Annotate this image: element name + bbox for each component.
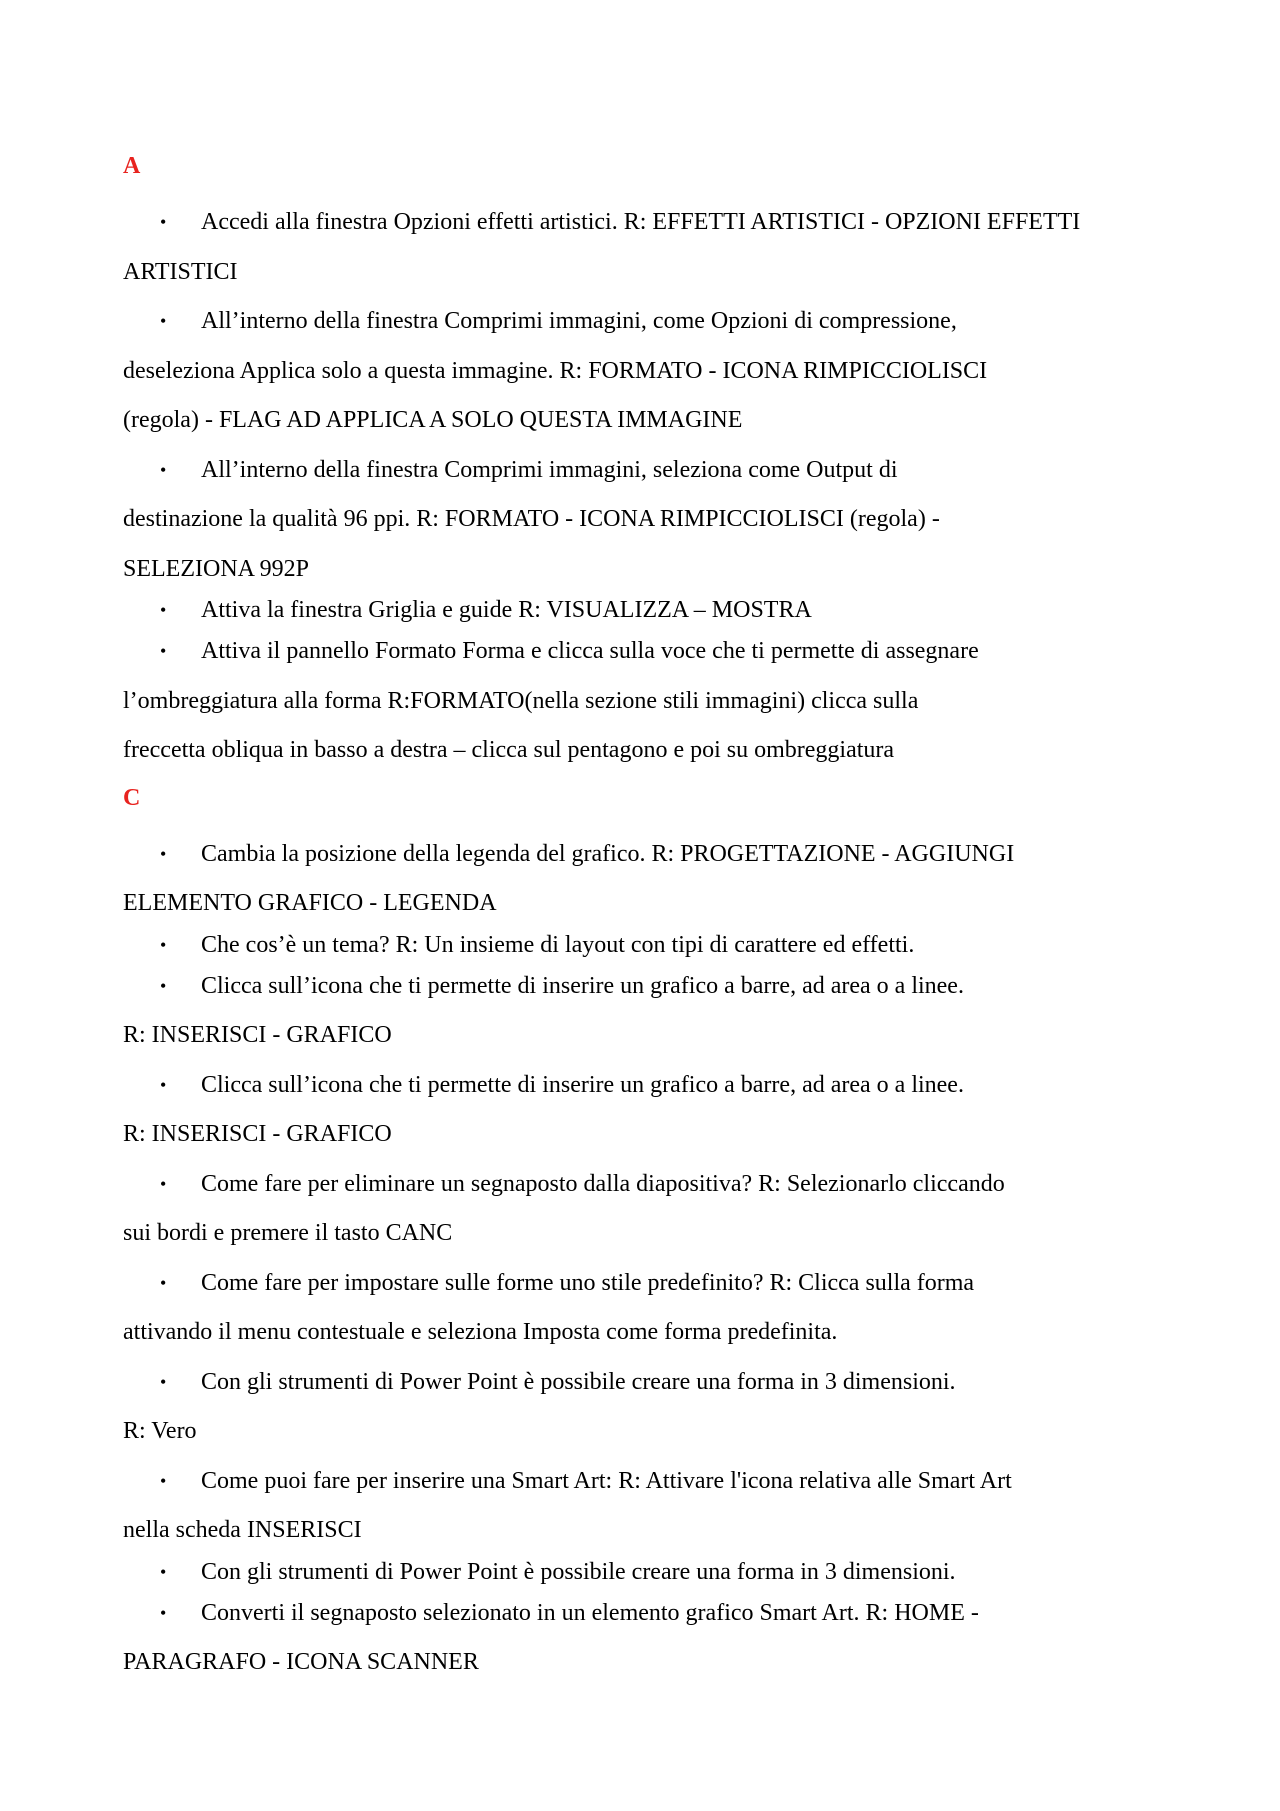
bullet-icon: • bbox=[160, 1371, 167, 1392]
list-item: • Con gli strumenti di Power Point è possibile creare una forma in 3 dimensioni. bbox=[123, 1556, 1180, 1589]
bullet-icon: • bbox=[160, 459, 167, 480]
list-item: • Accedi alla finestra Opzioni effetti artistici. R: EFFETTI ARTISTICI - OPZIONI EFFETTI ARTISTICI bbox=[123, 198, 1180, 297]
list-item: • Attiva la finestra Griglia e guide R: VISUALIZZA – MOSTRA bbox=[123, 594, 1180, 627]
bullet-icon: • bbox=[160, 600, 167, 620]
list-item: • All’interno della finestra Comprimi immagini, come Opzioni di compressione, deseleziona Applica solo a questa immagine. R: FORMATO - ICONA RIMPICCIOLISCI (regola) - FLAG AD APPLICA A SOLO QUESTA IMMAGINE bbox=[123, 297, 1180, 446]
list-item: • Clicca sull’icona che ti permette di inserire un grafico a barre, ad area o a linee. R: INSERISCI - GRAFICO bbox=[123, 962, 1180, 1061]
list-item: • Come fare per eliminare un segnaposto dalla diapositiva? R: Selezionarlo cliccando sui bordi e premere il tasto CANC bbox=[123, 1160, 1180, 1259]
bullet-icon: • bbox=[160, 1602, 167, 1623]
bullet-icon: • bbox=[160, 1470, 167, 1491]
bullet-icon: • bbox=[160, 1561, 167, 1582]
list-item: • Converti il segnaposto selezionato in un elemento grafico Smart Art. R: HOME - PARAGRAFO - ICONA SCANNER bbox=[123, 1589, 1180, 1688]
bullet-icon: • bbox=[160, 1074, 167, 1095]
bullet-icon: • bbox=[160, 843, 167, 864]
list-item: • All’interno della finestra Comprimi immagini, seleziona come Output di destinazione la qualità 96 ppi. R: FORMATO - ICONA RIMPICCIOLISCI (regola) - SELEZIONA 992P bbox=[123, 446, 1180, 595]
section-a-list bbox=[123, 198, 1180, 776]
list-item: • Come puoi fare per inserire una Smart Art: R: Attivare l'icona relativa alle Smart Art nella scheda INSERISCI bbox=[123, 1457, 1180, 1556]
bullet-icon: • bbox=[160, 212, 167, 232]
bullet-icon: • bbox=[160, 1173, 167, 1194]
section-heading-a: A bbox=[123, 153, 141, 179]
list-item: • Come fare per impostare sulle forme uno stile predefinito? R: Clicca sulla forma attivando il menu contestuale e seleziona Imposta come forma predefinita. bbox=[123, 1259, 1180, 1358]
bullet-icon: • bbox=[160, 934, 167, 955]
section-c-list bbox=[123, 830, 1180, 1688]
bullet-icon: • bbox=[160, 311, 167, 331]
bullet-icon: • bbox=[160, 641, 167, 661]
section-heading-c: C bbox=[123, 784, 141, 811]
bullet-icon: • bbox=[160, 1272, 167, 1293]
list-item: • Cambia la posizione della legenda del grafico. R: PROGETTAZIONE - AGGIUNGI ELEMENTO GRAFICO - LEGENDA bbox=[123, 830, 1180, 929]
bullet-icon: • bbox=[160, 975, 167, 996]
list-item: • Con gli strumenti di Power Point è possibile creare una forma in 3 dimensioni. R: Vero bbox=[123, 1358, 1180, 1457]
list-item: • Clicca sull’icona che ti permette di inserire un grafico a barre, ad area o a linee. R: INSERISCI - GRAFICO bbox=[123, 1061, 1180, 1160]
list-item: • Che cos’è un tema? R: Un insieme di layout con tipi di carattere ed effetti. bbox=[123, 929, 1180, 962]
list-item: • Attiva il pannello Formato Forma e clicca sulla voce che ti permette di assegnare l’ombreggiatura alla forma R:FORMATO(nella sezione stili immagini) clicca sulla freccetta obliqua in basso a destra – clicca sul pentagono e poi su ombreggiatura bbox=[123, 627, 1180, 776]
